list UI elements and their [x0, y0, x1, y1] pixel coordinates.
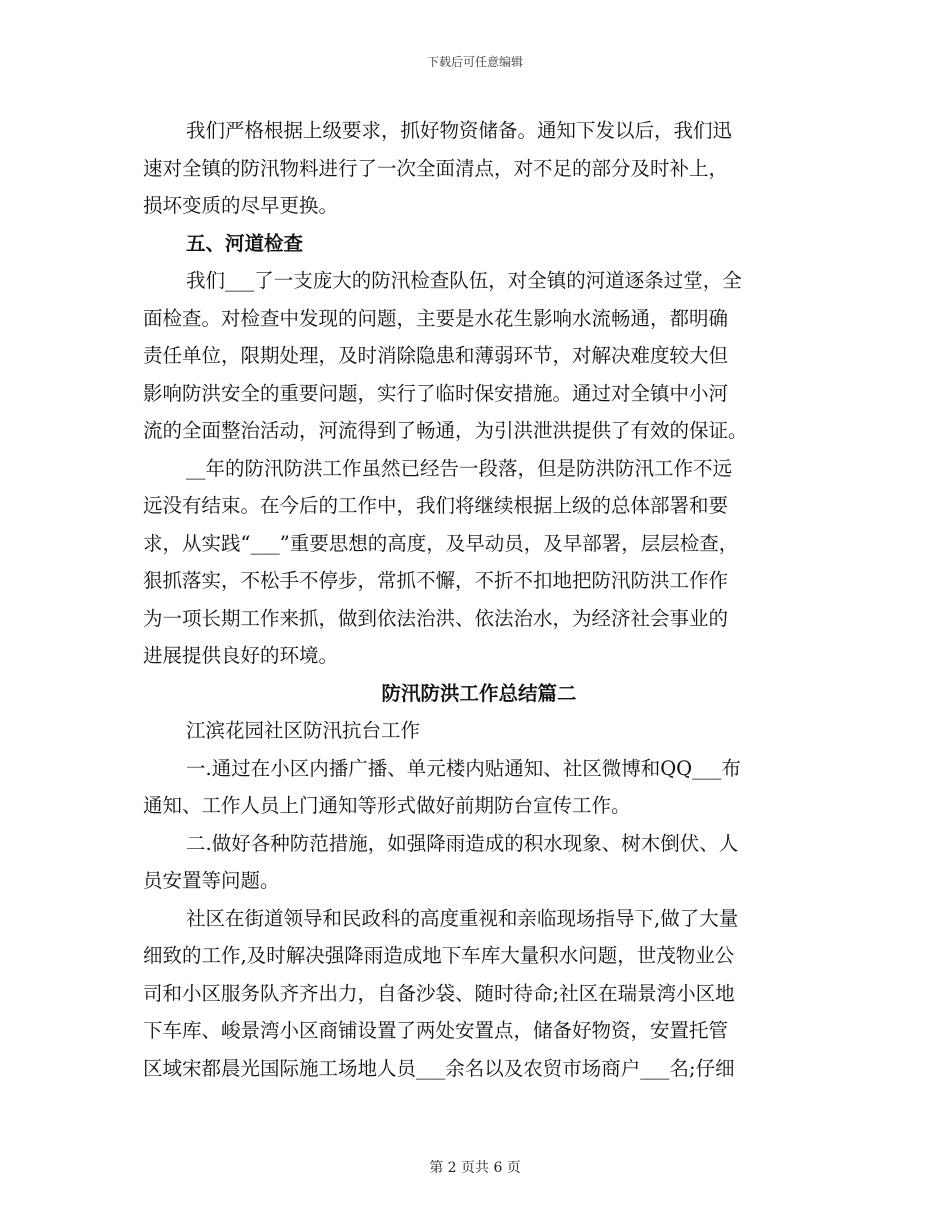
paragraph-line: 二.做好各种防范措施，如强降雨造成的积水现象、树木倒伏、人 — [186, 831, 739, 855]
paragraph-line: 面检查。对检查中发现的问题，主要是水花生影响水流畅通，都明确 — [143, 306, 729, 330]
paragraph-line: 细致的工作,及时解决强降雨造成地下车库大量积水问题，世茂物业公 — [143, 944, 735, 967]
paragraph-line: 狠抓落实，不松手不停步，常抓不懈，不折不扣地把防汛防洪工作作 — [143, 569, 729, 592]
section-heading: 五、河道检查 — [186, 231, 304, 255]
paragraph-line: 下车库、峻景湾小区商铺设置了两处安置点，储备好物资，安置托管 — [143, 1019, 729, 1042]
paragraph-line: 一.通过在小区内播广播、单元楼内贴通知、社区微博和QQ___布 — [186, 756, 741, 780]
paragraph-line: 责任单位，限期处理，及时消除隐患和薄弱环节，对解决难度较大但 — [143, 344, 729, 367]
page-header: 下载后可任意编辑 — [426, 55, 523, 69]
paragraph-line: 流的全面整治活动，河流得到了畅通，为引洪泄洪提供了有效的保证。 — [143, 419, 748, 442]
paragraph-line: 社区在街道领导和民政科的高度重视和亲临现场指导下,做了大量 — [186, 906, 739, 930]
document-body — [143, 112, 815, 1087]
paragraph-line: 我们___了一支庞大的防汛检查队伍，对全镇的河道逐条过堂，全 — [186, 269, 742, 292]
paragraph-line: 影响防洪安全的重要问题，实行了临时保安措施。通过对全镇中小河 — [143, 381, 729, 405]
article-title: 防汛防洪工作总结篇二 — [381, 681, 577, 705]
page-number: 第 2 页共 6 页 — [429, 1160, 521, 1176]
paragraph-line: 通知、工作人员上门通知等形式做好前期防台宣传工作。 — [143, 794, 631, 817]
paragraph-line: 进展提供良好的环境。 — [143, 644, 339, 667]
paragraph-line: 求，从实践“___”重要思想的高度，及早动员，及早部署，层层检查， — [143, 531, 739, 555]
paragraph-line: 员安置等问题。 — [143, 869, 280, 892]
paragraph-line: 远没有结束。在今后的工作中，我们将继续根据上级的总体部署和要 — [143, 494, 729, 517]
paragraph-line: 为一项长期工作来抓，做到依法治洪、依法治水，为经济社会事业的 — [143, 606, 729, 630]
paragraph-line: 损坏变质的尽早更换。 — [143, 194, 339, 217]
paragraph-line: 我们严格根据上级要求，抓好物资储备。通知下发以后，我们迅 — [186, 119, 733, 142]
paragraph-line: 速对全镇的防汛物料进行了一次全面清点，对不足的部分及时补上， — [143, 156, 729, 180]
paragraph-line: 司和小区服务队齐齐出力，自备沙袋、随时待命;社区在瑞景湾小区地 — [143, 981, 735, 1005]
paragraph-line: 江滨花园社区防汛抗台工作 — [186, 719, 421, 742]
paragraph-line: 区域宋都晨光国际施工场地人员___余名以及农贸市场商户___名;仔细 — [143, 1056, 735, 1080]
paragraph-line: __年的防汛防洪工作虽然已经告一段落，但是防洪防汛工作不远 — [186, 456, 733, 480]
